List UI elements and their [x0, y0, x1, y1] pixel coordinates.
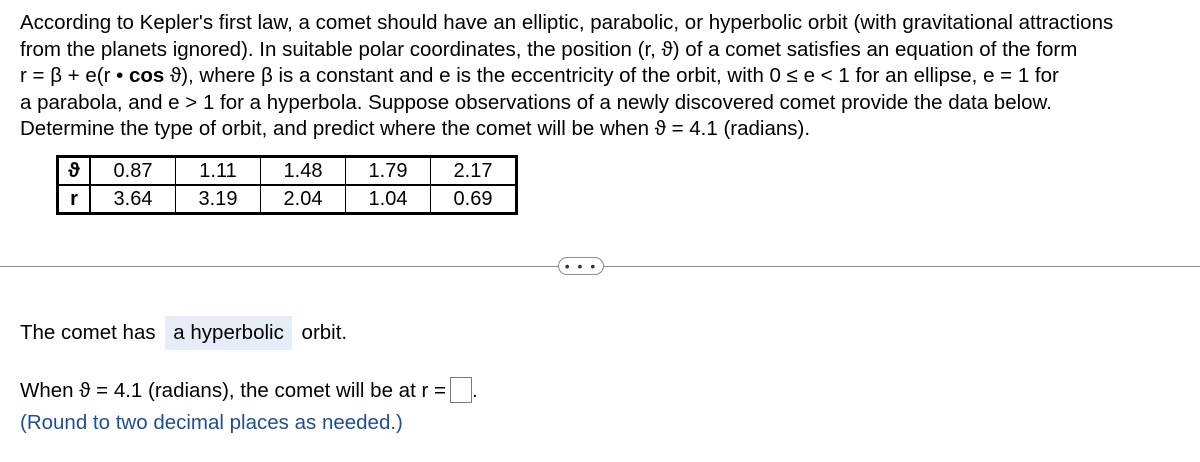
cos-function: cos	[128, 64, 165, 87]
ellipsis-icon: • • •	[564, 258, 598, 274]
theta-value: 1.79	[346, 157, 431, 186]
theta-value: 2.17	[431, 157, 517, 186]
problem-line-2: from the planets ignored). In suitable polar coordinates, the position (r, ϑ) of a comet satisfies an equation of the form	[20, 37, 1078, 61]
equation-rest: ϑ), where β is a constant and e is the eccentricity of the orbit, with 0 ≤ e < 1 for an ellipse, e = 1 for	[164, 64, 1059, 87]
orbit-type-selection[interactable]: a hyperbolic	[165, 316, 292, 350]
orbit-type-answer	[20, 316, 347, 350]
orbit-answer-suffix: orbit.	[301, 321, 348, 344]
position-answer	[20, 378, 478, 405]
r-answer-input[interactable]	[450, 377, 472, 403]
rounding-hint: (Round to two decimal places as needed.)	[20, 411, 403, 434]
problem-line-4: a parabola, and e > 1 for a hyperbola. Suppose observations of a newly discovered comet provide the data below.	[20, 90, 1052, 114]
more-options-button[interactable]	[558, 257, 604, 275]
r-value: 3.64	[90, 185, 176, 214]
problem-line-1: According to Kepler's first law, a comet should have an elliptic, parabolic, or hyperbolic orbit (with gravitational attractions	[20, 11, 1114, 34]
position-answer-prefix: When ϑ = 4.1 (radians), the comet will be at r =	[20, 379, 446, 402]
problem-line-3	[20, 63, 1190, 90]
r-value: 1.04	[346, 185, 431, 214]
theta-value: 0.87	[90, 157, 176, 186]
problem-line-5: Determine the type of orbit, and predict where the comet will be when ϑ = 4.1 (radians).	[20, 117, 811, 140]
theta-value: 1.48	[261, 157, 346, 186]
theta-row	[58, 157, 517, 186]
r-value: 0.69	[431, 185, 517, 214]
r-header: r	[58, 185, 91, 214]
problem-statement	[20, 10, 1190, 143]
r-row	[58, 185, 517, 214]
position-answer-suffix: .	[471, 379, 478, 402]
theta-header: ϑ	[58, 157, 91, 186]
equation-start: r = β + e(r •	[20, 64, 129, 87]
r-value: 2.04	[261, 185, 346, 214]
theta-value: 1.11	[176, 157, 261, 186]
r-value: 3.19	[176, 185, 261, 214]
data-table	[56, 155, 518, 215]
orbit-answer-prefix: The comet has	[20, 321, 156, 344]
